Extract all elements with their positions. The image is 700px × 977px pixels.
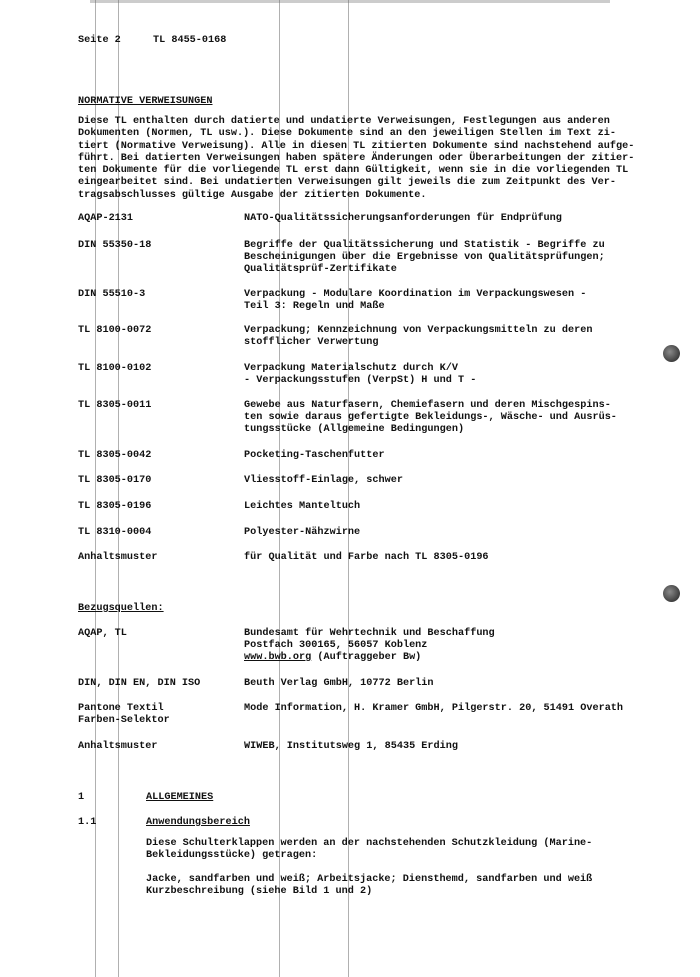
text-line: Bekleidungsstücke) getragen:	[146, 850, 318, 862]
reference-code: TL 8305-0011	[78, 400, 152, 411]
source-desc: Bundesamt für Wehrtechnik und Beschaffung	[244, 628, 495, 639]
document-code: TL 8455-0168	[153, 35, 227, 46]
reference-desc: tungsstücke (Allgemeine Bedingungen)	[244, 424, 465, 436]
text-line: Jacke, sandfarben und weiß; Arbeitsjacke; Diensthemd, sandfarben und weiß	[146, 874, 593, 885]
reference-desc: Begriffe der Qualitätssicherung und Statistik - Begriffe zu	[244, 240, 605, 251]
reference-code: TL 8310-0004	[78, 527, 152, 538]
text-line: tragsabschlusses gültige Ausgabe der zitierten Dokumente.	[78, 189, 427, 201]
reference-desc: Leichtes Manteltuch	[244, 501, 361, 512]
reference-desc: NATO-Qualitätssicherungsanforderungen für Endprüfung	[244, 213, 562, 224]
section-title: ALLGEMEINES	[146, 792, 214, 803]
reference-desc: Bescheinigungen über die Ergebnisse von Qualitätsprüfungen;	[244, 252, 605, 264]
reference-desc: Verpackung; Kennzeichnung von Verpackungsmitteln zu deren	[244, 325, 593, 336]
source-key: AQAP, TL	[78, 628, 127, 639]
text-line: eingearbeitet sind. Bei undatierten Verweisungen gilt jeweils die zum Zeitpunkt des Ver-	[78, 177, 616, 189]
section-heading-normative: NORMATIVE VERWEISUNGEN	[78, 96, 213, 107]
source-key-line: Pantone Textil	[78, 703, 164, 714]
garment-paragraph	[146, 874, 666, 899]
subsection-title: Anwendungsbereich	[146, 817, 250, 828]
reference-desc: Verpackung - Modulare Koordination im Verpackungswesen -	[244, 289, 587, 300]
reference-desc: Gewebe aus Naturfasern, Chemiefasern und deren Mischgespins-	[244, 400, 611, 411]
source-desc: Postfach 300165, 56057 Koblenz	[244, 640, 428, 652]
reference-desc: Verpackung Materialschutz durch K/V	[244, 363, 458, 374]
reference-desc: - Verpackungsstufen (VerpSt) H und T -	[244, 375, 477, 387]
source-desc: Beuth Verlag GmbH, 10772 Berlin	[244, 678, 434, 689]
reference-desc: stofflicher Verwertung	[244, 337, 379, 349]
section-number: 1	[78, 792, 85, 803]
reference-desc: Polyester-Nähzwirne	[244, 527, 361, 538]
text-line: ten Dokumente für die vorliegende TL erst dann Gültigkeit, wenn sie in die vorliegenden TL	[78, 165, 629, 177]
scope-paragraph	[146, 838, 666, 863]
text-line: Diese TL enthalten durch datierte und undatierte Verweisungen, Festlegungen aus anderen	[78, 116, 610, 127]
source-key: Anhaltsmuster	[78, 741, 158, 752]
reference-code: TL 8305-0170	[78, 475, 152, 486]
reference-desc: Qualitätsprüf-Zertifikate	[244, 264, 397, 276]
text-line: tiert (Normative Verweisung). Alle in diesen TL zitierten Dokumente sind nachstehend aufge-	[78, 140, 635, 152]
reference-code: AQAP-2131	[78, 213, 134, 224]
intro-paragraph	[78, 116, 666, 202]
bwb-link[interactable]: www.bwb.org	[244, 652, 312, 664]
reference-desc: Pocketing-Taschenfutter	[244, 450, 385, 461]
source-desc: WIWEB, Institutsweg 1, 85435 Erding	[244, 741, 458, 752]
reference-desc: Vliesstoff-Einlage, schwer	[244, 475, 403, 486]
reference-code: TL 8100-0072	[78, 325, 152, 336]
reference-code: TL 8100-0102	[78, 363, 152, 374]
reference-desc: für Qualität und Farbe nach TL 8305-0196	[244, 552, 489, 563]
page-number: Seite 2	[78, 35, 121, 46]
reference-code: TL 8305-0042	[78, 450, 152, 461]
source-key: DIN, DIN EN, DIN ISO	[78, 678, 201, 689]
reference-code: DIN 55350-18	[78, 240, 152, 251]
link-suffix: (Auftraggeber Bw)	[311, 652, 422, 664]
reference-code: Anhaltsmuster	[78, 552, 158, 563]
text-line: führt. Bei datierten Verweisungen haben spätere Änderungen oder Überarbeitungen der zitier-	[78, 152, 635, 164]
section-heading-sources: Bezugsquellen:	[78, 603, 164, 614]
punch-hole-icon	[663, 585, 680, 602]
scan-edge-shadow	[90, 0, 610, 3]
reference-desc: Teil 3: Regeln und Maße	[244, 301, 385, 313]
reference-code: DIN 55510-3	[78, 289, 146, 300]
reference-desc: ten sowie daraus gefertigte Bekleidungs-, Wäsche- und Ausrüs-	[244, 412, 617, 424]
source-key-line: Farben-Selektor	[78, 715, 170, 727]
text-line: Diese Schulterklappen werden an der nachstehenden Schutzkleidung (Marine-	[146, 838, 593, 849]
source-link-line	[244, 652, 674, 664]
text-line: Kurzbeschreibung (siehe Bild 1 und 2)	[146, 886, 373, 898]
subsection-number: 1.1	[78, 817, 97, 828]
text-line: Dokumenten (Normen, TL usw.). Diese Dokumente sind an den jeweiligen Stellen im Text zi-	[78, 128, 616, 140]
source-key	[78, 703, 170, 727]
reference-code: TL 8305-0196	[78, 501, 152, 512]
source-desc: Mode Information, H. Kramer GmbH, Pilgerstr. 20, 51491 Overath	[244, 703, 624, 714]
